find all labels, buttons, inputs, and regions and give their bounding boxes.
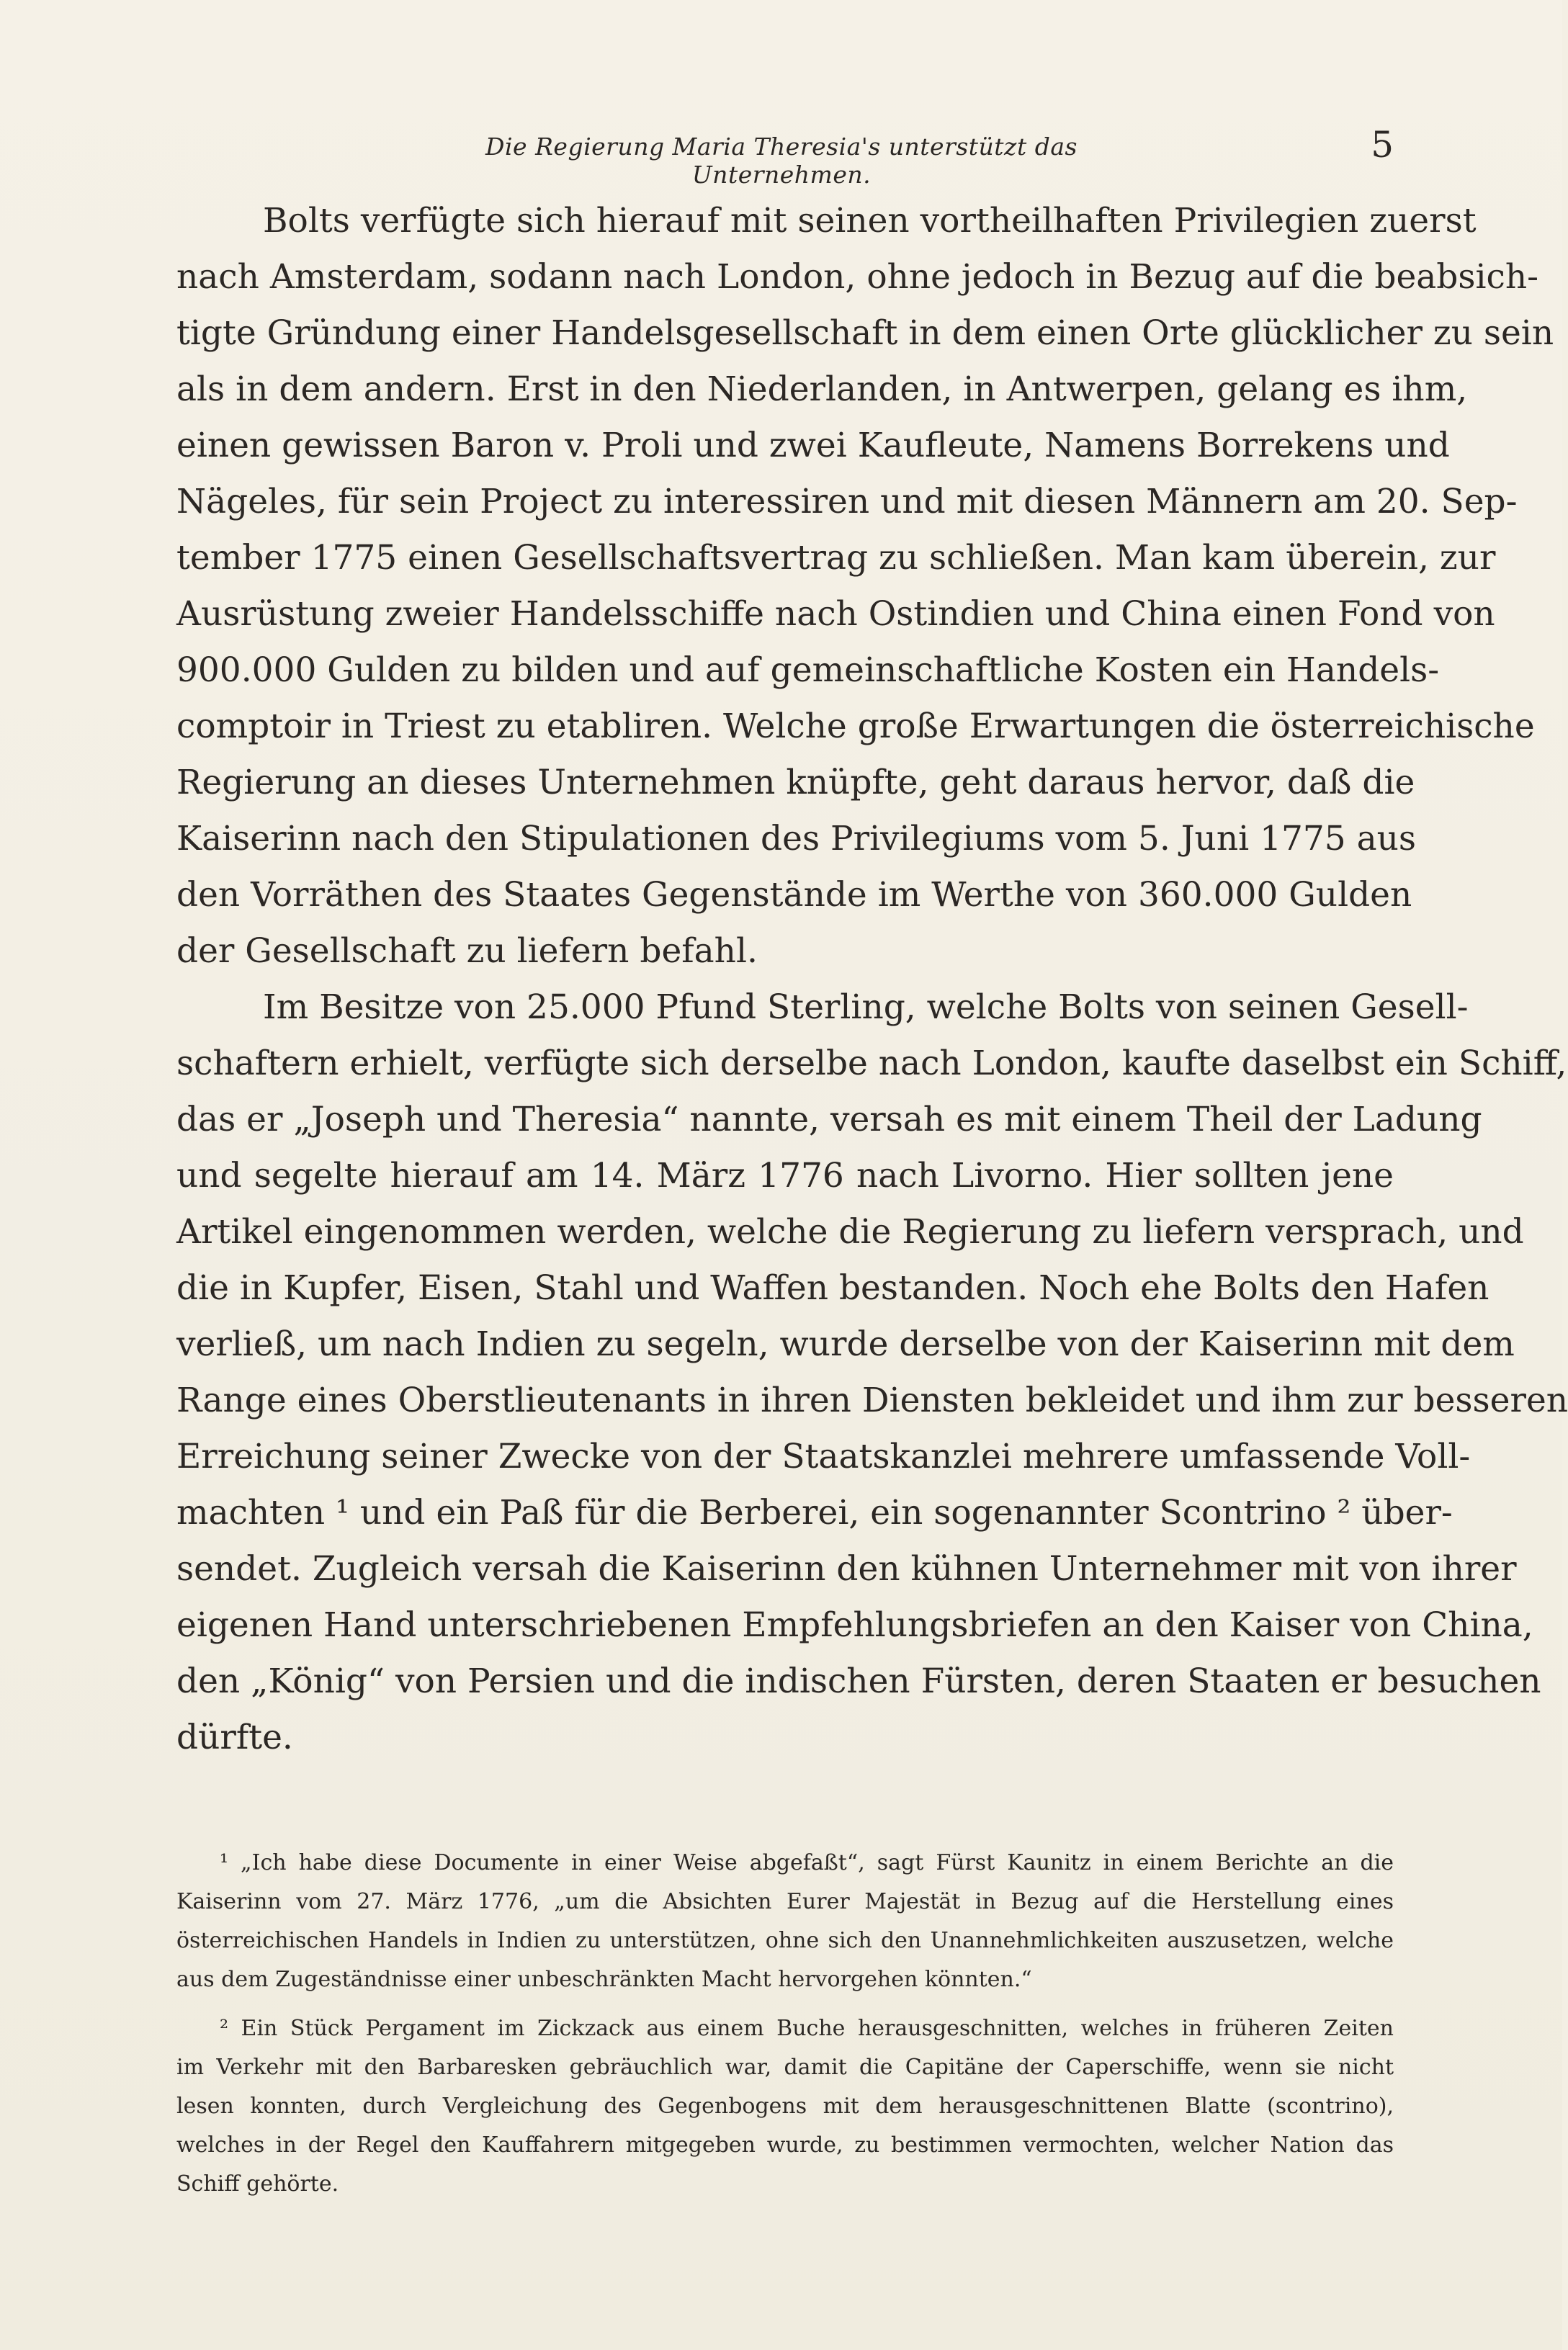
text-line: eigenen Hand unterschriebenen Empfehlungsbriefen an den Kaiser von China, (176, 1605, 1533, 1645)
text-line: das er „Joseph und Theresia“ nannte, versah es mit einem Theil der Ladung (176, 1100, 1482, 1139)
text-line: den „König“ von Persien und die indischen Fürsten, deren Staaten er besuchen (176, 1661, 1541, 1701)
footnote-line: im Verkehr mit den Barbaresken gebräuchlich war, damit die Capitäne der Caperschiffe, wenn sie nicht (176, 2055, 1394, 2080)
text-line: Erreichung seiner Zwecke von der Staatskanzlei mehrere umfassende Voll- (176, 1437, 1471, 1476)
footnote-line: ² Ein Stück Pergament im Zickzack aus einem Buche herausgeschnitten, welches in früheren Zeiten (220, 2016, 1394, 2041)
text-line: tember 1775 einen Gesellschaftsvertrag zu schließen. Man kam überein, zur (176, 538, 1496, 578)
text-line: nach Amsterdam, sodann nach London, ohne jedoch in Bezug auf die beabsich- (176, 257, 1538, 297)
footnote-line: Schiff gehörte. (176, 2171, 339, 2197)
footnote-2 (176, 2009, 1394, 2204)
paragraph-2 (176, 979, 1568, 1766)
running-head: Die Regierung Maria Theresia's unterstützt das Unternehmen. (485, 133, 1078, 189)
page-number: 5 (1371, 124, 1394, 166)
text-line: verließ, um nach Indien zu segeln, wurde derselbe von der Kaiserinn mit dem (176, 1324, 1515, 1364)
text-line: einen gewissen Baron v. Proli und zwei Kaufleute, Namens Borrekens und (176, 426, 1450, 465)
page-header (176, 124, 1394, 189)
footnote-line: Kaiserinn vom 27. März 1776, „um die Absichten Eurer Majestät in Bezug auf die Herstellung eines (176, 1889, 1394, 1914)
text-line: machten ¹ und ein Paß für die Berberei, ein sogenannter Scontrino ² über- (176, 1493, 1453, 1533)
text-line: 900.000 Gulden zu bilden und auf gemeinschaftliche Kosten ein Handels- (176, 650, 1440, 690)
text-line: Bolts verfügte sich hierauf mit seinen vortheilhaften Privilegien zuerst (263, 201, 1477, 241)
paragraph-1 (176, 193, 1554, 979)
main-text (176, 193, 1568, 1766)
text-line: und segelte hierauf am 14. März 1776 nach Livorno. Hier sollten jene (176, 1156, 1394, 1196)
text-line: dürfte. (176, 1718, 293, 1757)
text-line: Regierung an dieses Unternehmen knüpfte, geht daraus hervor, daß die (176, 763, 1415, 802)
text-line: die in Kupfer, Eisen, Stahl und Waffen bestanden. Noch ehe Bolts den Hafen (176, 1268, 1489, 1308)
footnote-line: lesen konnten, durch Vergleichung des Gegenbogens mit dem herausgeschnittenen Blatte (scontrino), (176, 2094, 1394, 2119)
footnotes (176, 1844, 1394, 2204)
footnote-1 (176, 1844, 1394, 1999)
footnote-line: österreichischen Handels in Indien zu unterstützen, ohne sich den Unannehmlichkeiten auszusetzen, welche (176, 1928, 1394, 1953)
text-line: Kaiserinn nach den Stipulationen des Privilegiums vom 5. Juni 1775 aus (176, 819, 1417, 858)
text-line: Ausrüstung zweier Handelsschiffe nach Ostindien und China einen Fond von (176, 594, 1495, 634)
text-line: Nägeles, für sein Project zu interessiren und mit diesen Männern am 20. Sep- (176, 482, 1518, 521)
footnote-line: ¹ „Ich habe diese Documente in einer Weise abgefaßt“, sagt Fürst Kaunitz in einem Berichte an die (220, 1850, 1394, 1875)
text-line: Artikel eingenommen werden, welche die Regierung zu liefern versprach, und (176, 1212, 1524, 1252)
text-line: der Gesellschaft zu liefern befahl. (176, 931, 758, 971)
footnote-line: aus dem Zugeständnisse einer unbeschränkten Macht hervorgehen könnten.“ (176, 1967, 1032, 1992)
footnote-line: welches in der Regel den Kauffahrern mitgegeben wurde, zu bestimmen vermochten, welcher Nation das (176, 2133, 1394, 2158)
footnote-spacer (176, 1999, 1394, 2009)
text-line: schaftern erhielt, verfügte sich derselbe nach London, kaufte daselbst ein Schiff, (176, 1044, 1567, 1083)
text-line: comptoir in Triest zu etabliren. Welche große Erwartungen die österreichische (176, 707, 1535, 746)
text-line: als in dem andern. Erst in den Niederlanden, in Antwerpen, gelang es ihm, (176, 369, 1468, 409)
text-line: Range eines Oberstlieutenants in ihren Diensten bekleidet und ihm zur besseren (176, 1381, 1568, 1420)
text-line: Im Besitze von 25.000 Pfund Sterling, welche Bolts von seinen Gesell- (263, 987, 1469, 1027)
text-line: tigte Gründung einer Handelsgesellschaft in dem einen Orte glücklicher zu sein (176, 313, 1554, 353)
text-line: sendet. Zugleich versah die Kaiserinn den kühnen Unternehmer mit von ihrer (176, 1549, 1517, 1589)
text-line: den Vorräthen des Staates Gegenstände im Werthe von 360.000 Gulden (176, 875, 1412, 915)
